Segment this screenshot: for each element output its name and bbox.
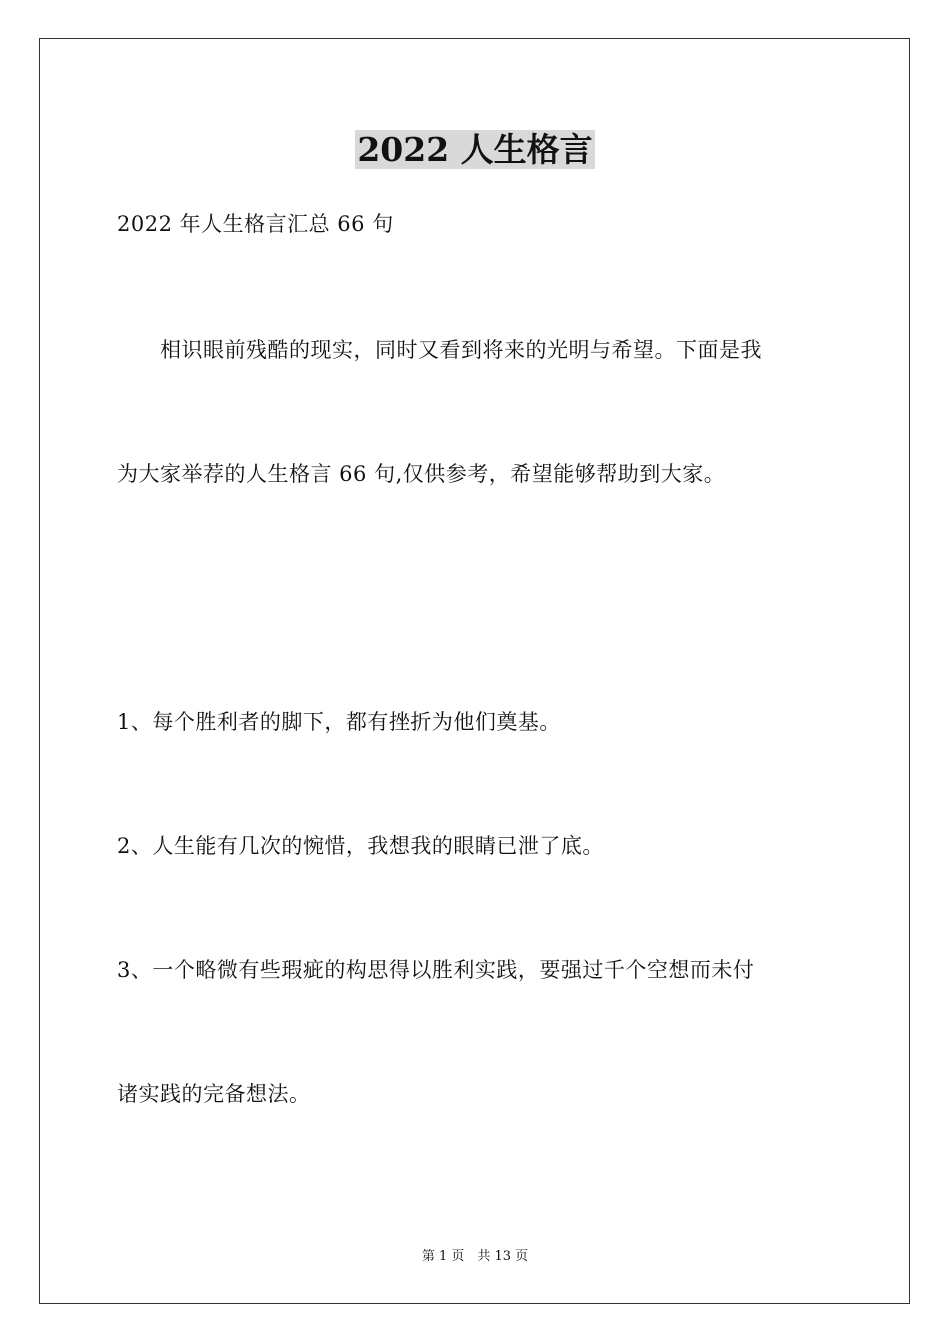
intro-line-2: 为大家举荐的人生格言 66 句,仅供参考，希望能够帮助到大家。 xyxy=(117,462,726,486)
document-title xyxy=(0,128,950,172)
intro-line-1: 相识眼前残酷的现实，同时又看到将来的光明与希望。下面是我 xyxy=(117,338,762,362)
document-subtitle: 2022 年人生格言汇总 66 句 xyxy=(117,212,394,236)
list-item-3: 3、一个略微有些瑕疵的构思得以胜利实践，要强过千个空想而未付 xyxy=(117,958,755,982)
list-item-1: 1、每个胜利者的脚下，都有挫折为他们奠基。 xyxy=(117,710,561,734)
page-footer: 第 1 页 共 13 页 xyxy=(421,1249,529,1264)
list-item-3-continued: 诸实践的完备想法。 xyxy=(117,1082,311,1106)
document-title-text: 2022 人生格言 xyxy=(357,130,593,169)
list-item-2: 2、人生能有几次的惋惜，我想我的眼睛已泄了底。 xyxy=(117,834,604,858)
